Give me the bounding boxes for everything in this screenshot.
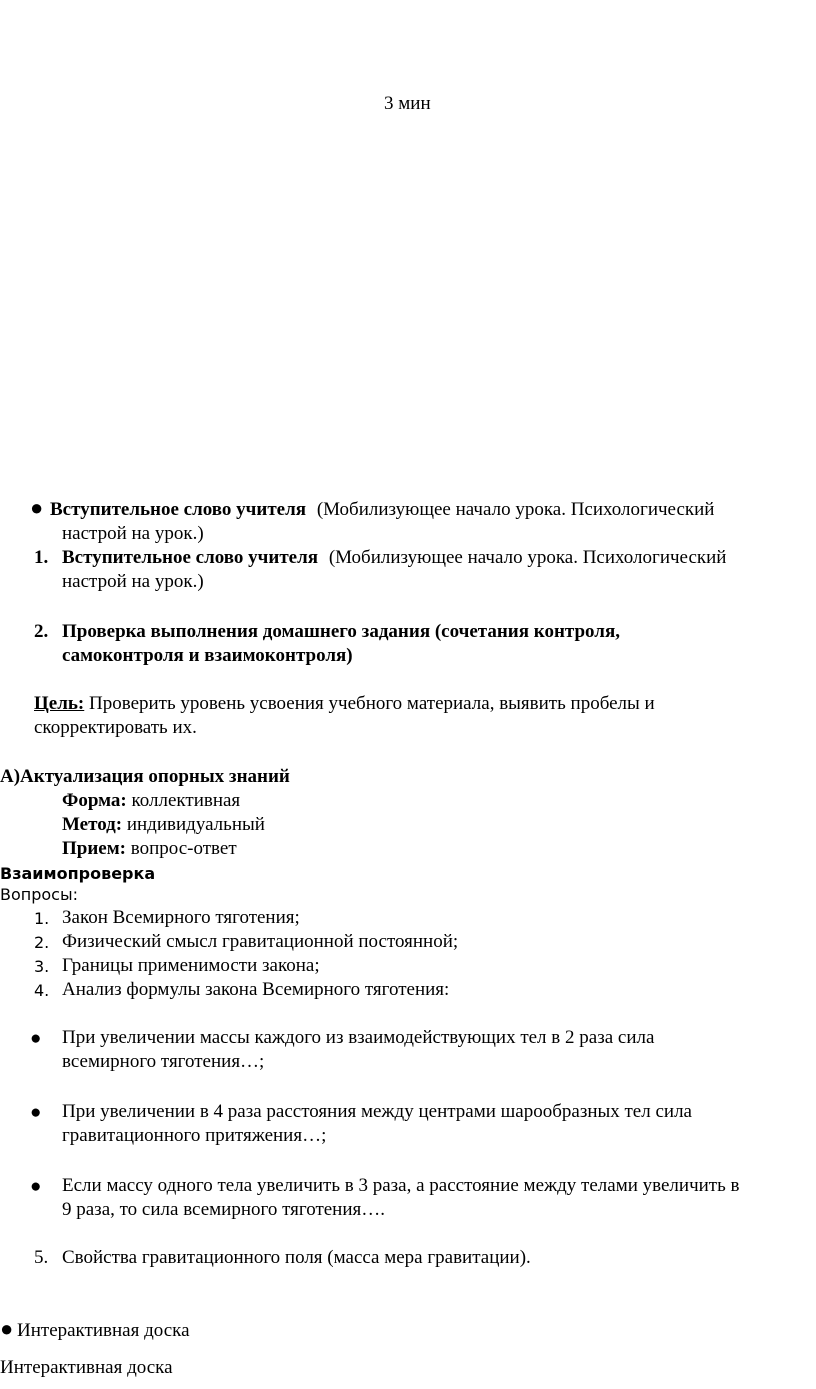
sub-bullet-1-line-2: всемирного тяготения…; — [62, 1051, 265, 1072]
sub-bullet-1-line-1: При увеличении массы каждого из взаимодействующих тел в 2 раза сила — [62, 1027, 655, 1048]
intro-title: Вступительное слово учителя — [50, 499, 307, 520]
bullet-icon: ● — [0, 1316, 14, 1341]
board-plain-text: Интерактивная доска — [0, 1357, 173, 1378]
question-2-number: 2. — [34, 933, 50, 952]
section-1-text: (Мобилизующее начало урока. Психологический — [328, 547, 727, 568]
intro-line-1 — [50, 498, 714, 522]
technique-label: Прием: — [62, 838, 126, 859]
sub-bullet-3-line-1: Если массу одного тела увеличить в 3 раза, а расстояние между телами увеличить в — [62, 1175, 740, 1196]
goal-label: Цель: — [34, 693, 85, 714]
bullet-icon: ● — [30, 495, 44, 520]
section-2-number: 2. — [34, 621, 49, 642]
question-4-number: 4. — [34, 981, 50, 1000]
form-value: коллективная — [131, 790, 241, 811]
bullet-icon: ● — [30, 1028, 42, 1049]
method-label: Метод: — [62, 814, 123, 835]
technique-value: вопрос-ответ — [130, 838, 237, 859]
board-bullet-text: Интерактивная доска — [17, 1320, 190, 1341]
goal-text: Проверить уровень усвоения учебного материала, выявить пробелы и — [89, 693, 655, 714]
form-label: Форма: — [62, 790, 127, 811]
sub-bullet-2-line-1: При увеличении в 4 раза расстояния между центрами шарообразных тел сила — [62, 1101, 692, 1122]
question-4-text: Анализ формулы закона Всемирного тяготения: — [62, 979, 450, 1000]
question-1-text: Закон Всемирного тяготения; — [62, 907, 300, 928]
form-row — [62, 789, 240, 813]
bullet-icon: ● — [30, 1102, 42, 1123]
question-2-text: Физический смысл гравитационной постоянной; — [62, 931, 459, 952]
section-1-title: Вступительное слово учителя — [62, 547, 319, 568]
questions-label: Вопросы: — [0, 885, 78, 904]
section-1-line-2: настрой на урок.) — [62, 571, 204, 592]
technique-row — [62, 837, 237, 861]
actualization-title: А)Актуализация опорных знаний — [0, 766, 290, 787]
section-1-number: 1. — [34, 547, 49, 568]
time-label: 3 мин — [384, 93, 431, 114]
method-row — [62, 813, 265, 837]
intro-line-2: настрой на урок.) — [62, 523, 204, 544]
sub-bullet-3-line-2: 9 раза, то сила всемирного тяготения…. — [62, 1199, 385, 1220]
goal-line-2: скорректировать их. — [34, 717, 197, 738]
method-value: индивидуальный — [126, 814, 265, 835]
intro-text: (Мобилизующее начало урока. Психологический — [316, 499, 715, 520]
section-2-title-line-2: самоконтроля и взаимоконтроля) — [62, 645, 353, 666]
bullet-icon: ● — [30, 1176, 42, 1197]
section-1-line-1 — [62, 546, 726, 570]
question-5-text: Свойства гравитационного поля (масса мера гравитации). — [62, 1247, 531, 1268]
question-5-number: 5. — [34, 1247, 49, 1268]
question-1-number: 1. — [34, 909, 50, 928]
goal-line-1 — [34, 692, 655, 716]
question-3-text: Границы применимости закона; — [62, 955, 320, 976]
section-2-title-line-1: Проверка выполнения домашнего задания (сочетания контроля, — [62, 621, 620, 642]
question-3-number: 3. — [34, 957, 50, 976]
peer-check-title: Взаимопроверка — [0, 864, 156, 883]
sub-bullet-2-line-2: гравитационного притяжения…; — [62, 1125, 327, 1146]
